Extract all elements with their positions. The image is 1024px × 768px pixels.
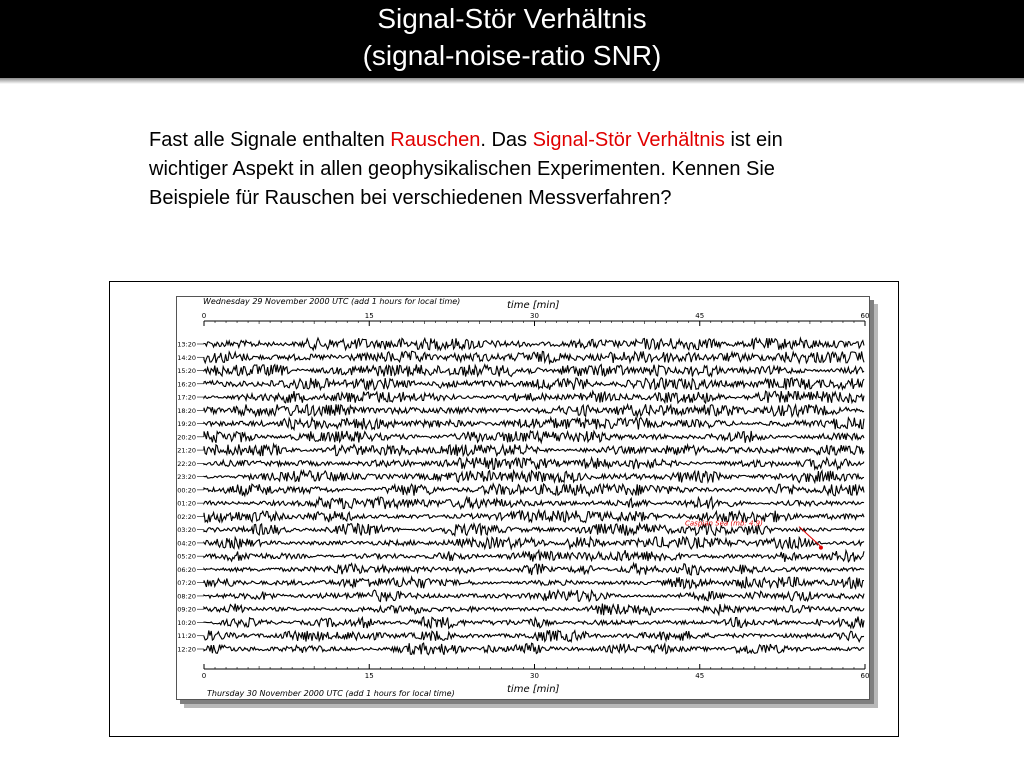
top-tick-label: 0 — [201, 312, 207, 320]
seismic-trace — [204, 604, 864, 616]
seismic-trace — [204, 484, 864, 496]
row-time-label: 13:20 — [177, 340, 196, 349]
bottom-tick-label: 60 — [860, 672, 869, 680]
seismic-trace — [204, 617, 864, 629]
row-time-label: 19:20 — [177, 420, 196, 429]
seismic-trace — [204, 444, 864, 456]
row-time-label: 08:20 — [177, 592, 196, 601]
top-axis-label: time [min] — [507, 300, 560, 311]
top-caption: Wednesday 29 November 2000 UTC (add 1 hours for local time) — [203, 297, 461, 306]
seismic-trace — [204, 550, 864, 562]
bottom-tick-label: 0 — [201, 672, 207, 680]
body-paragraph — [149, 126, 849, 213]
event-annotation-label: Caspian Sea (mb: 4.9) — [685, 519, 763, 528]
row-time-label: 11:20 — [177, 632, 196, 641]
row-time-label: 04:20 — [177, 539, 196, 548]
title-divider-shadow — [0, 78, 1024, 84]
seismic-trace — [204, 338, 864, 350]
bottom-tick-label: 15 — [364, 672, 374, 680]
seismic-trace — [204, 524, 864, 536]
row-time-label: 14:20 — [177, 353, 196, 362]
row-time-label: 12:20 — [177, 645, 196, 654]
seismic-trace — [204, 457, 864, 469]
seismic-trace — [204, 643, 864, 655]
top-tick-label: 30 — [530, 312, 539, 320]
bottom-axis-label: time [min] — [507, 684, 560, 695]
highlight-snr: Signal-Stör Verhältnis — [532, 129, 725, 151]
row-time-label: 21:20 — [177, 446, 196, 455]
row-time-label: 07:20 — [177, 579, 196, 588]
highlight-rauschen: Rauschen — [390, 129, 481, 151]
seismic-trace — [204, 577, 864, 589]
row-time-label: 17:20 — [177, 393, 196, 402]
bottom-tick-label: 30 — [530, 672, 539, 680]
row-time-label: 23:20 — [177, 473, 196, 482]
seismic-trace — [204, 365, 864, 377]
top-tick-label: 60 — [860, 312, 869, 320]
seismogram-plot — [177, 297, 869, 699]
seismogram-figure — [176, 296, 870, 700]
slide-title: Signal-Stör Verhältnis — [377, 3, 647, 34]
bottom-caption: Thursday 30 November 2000 UTC (add 1 hours for local time) — [207, 689, 455, 698]
title-bar — [0, 0, 1024, 78]
seismic-trace — [204, 537, 864, 549]
seismic-trace — [204, 431, 864, 443]
row-time-label: 03:20 — [177, 526, 196, 535]
top-tick-label: 45 — [695, 312, 705, 320]
row-time-label: 05:20 — [177, 552, 196, 561]
body-text-part1: Fast alle Signale enthalten — [149, 129, 391, 151]
body-text-part3: ist ein wichtiger Aspekt in allen geophysikalischen Experimenten. Kennen Sie Beispiele für Rauschen bei verschiedenen Messverfahren? — [149, 129, 783, 209]
row-time-label: 00:20 — [177, 486, 196, 495]
slide-subtitle: (signal-noise-ratio SNR) — [362, 40, 662, 71]
row-time-label: 09:20 — [177, 605, 196, 614]
row-time-label: 06:20 — [177, 565, 196, 574]
seismic-trace — [204, 418, 864, 430]
top-tick-label: 15 — [364, 312, 374, 320]
seismic-trace — [204, 391, 864, 403]
seismic-trace — [204, 351, 864, 363]
row-time-label: 10:20 — [177, 618, 196, 627]
seismic-trace — [204, 510, 864, 522]
row-time-label: 02:20 — [177, 512, 196, 521]
seismic-trace — [204, 378, 864, 390]
seismic-trace — [204, 497, 864, 509]
event-annotation-marker — [819, 546, 823, 550]
seismic-trace — [204, 404, 864, 416]
row-time-label: 22:20 — [177, 459, 196, 468]
seismic-trace — [204, 471, 864, 483]
row-time-label: 15:20 — [177, 367, 196, 376]
seismic-trace — [204, 590, 864, 601]
body-text-part2: . Das — [480, 129, 533, 151]
row-time-label: 01:20 — [177, 499, 196, 508]
seismic-trace — [204, 563, 864, 575]
row-time-label: 20:20 — [177, 433, 196, 442]
bottom-tick-label: 45 — [695, 672, 705, 680]
row-time-label: 18:20 — [177, 406, 196, 415]
row-time-label: 16:20 — [177, 380, 196, 389]
seismic-trace — [204, 630, 864, 641]
